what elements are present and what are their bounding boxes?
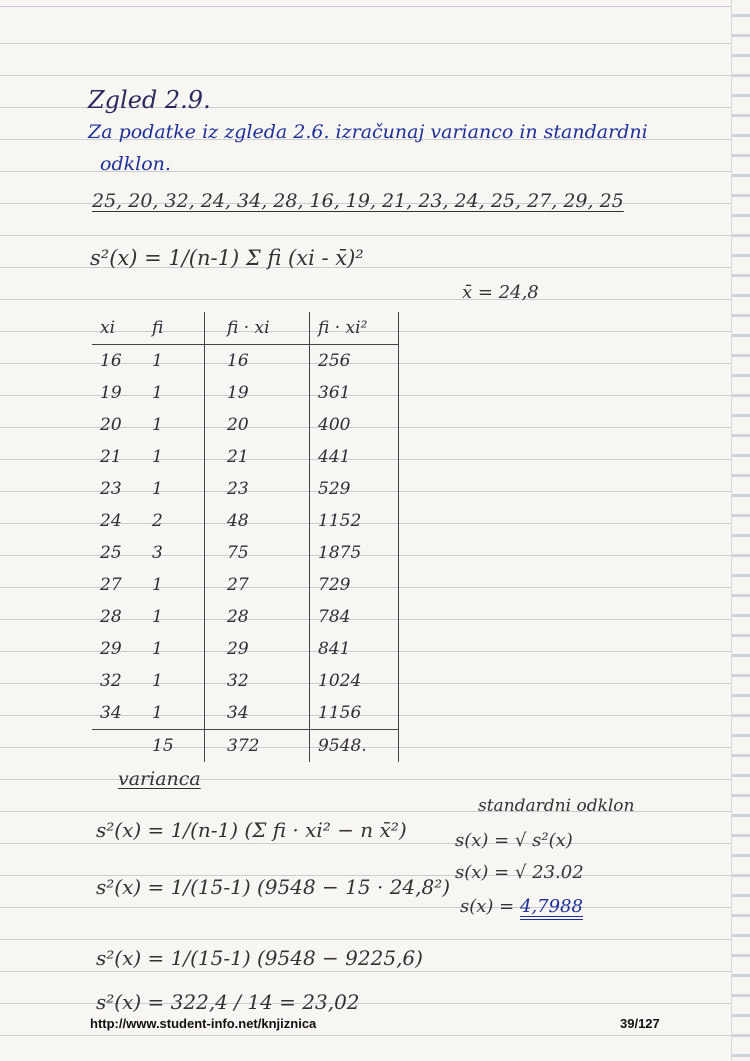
- cell: 27: [100, 575, 122, 595]
- table-row: [92, 601, 399, 633]
- cell: 1: [144, 409, 205, 441]
- cell: 34: [205, 697, 310, 730]
- task-text-line-2: odklon.: [100, 153, 171, 175]
- cell: 25: [100, 543, 122, 563]
- mean-value: x̄ = 24,8: [462, 282, 539, 303]
- cell: 29: [205, 633, 310, 665]
- table-row: [92, 633, 399, 665]
- cell: 729: [310, 569, 399, 601]
- cell: 28: [205, 601, 310, 633]
- table-totals-row: [92, 730, 399, 763]
- cell: 20: [205, 409, 310, 441]
- stddev-heading: standardni odklon: [478, 796, 635, 816]
- cell: 1: [144, 697, 205, 730]
- variance-formula-4: s²(x) = 322,4 / 14 = 23,02: [96, 990, 360, 1014]
- stddev-formula-3: [460, 896, 583, 917]
- variance-formula-1: s²(x) = 1/(n-1) (Σ fi · xi² − n x̄²): [96, 818, 407, 842]
- cell: 529: [310, 473, 399, 505]
- variance-formula-2: s²(x) = 1/(15-1) (9548 − 15 · 24,8²): [96, 875, 451, 899]
- cell: 361: [310, 377, 399, 409]
- cell: 256: [310, 345, 399, 378]
- stddev-prefix: s(x) =: [460, 896, 520, 917]
- data-values: 25, 20, 32, 24, 34, 28, 16, 19, 21, 23, 24, 25, 27, 29, 25: [92, 190, 624, 212]
- header-fi-xi2: fi · xi²: [310, 312, 399, 345]
- table-row: [92, 665, 399, 697]
- table-row: [92, 537, 399, 569]
- cell: 16: [205, 345, 310, 378]
- table-row: [92, 473, 399, 505]
- table-row: [92, 345, 399, 378]
- notebook-spiral: [731, 0, 750, 1061]
- cell: 400: [310, 409, 399, 441]
- table-row: [92, 409, 399, 441]
- stddev-formula-1: s(x) = √ s²(x): [455, 830, 573, 851]
- example-title: Zgled 2.9.: [88, 86, 211, 114]
- header-xi: xi: [92, 312, 144, 345]
- cell: 19: [100, 383, 122, 403]
- cell: 27: [205, 569, 310, 601]
- cell: 32: [205, 665, 310, 697]
- cell: 1152: [310, 505, 399, 537]
- cell: 20: [100, 415, 122, 435]
- cell: 2: [144, 505, 205, 537]
- table-row: [92, 441, 399, 473]
- table-row: [92, 569, 399, 601]
- table-row: [92, 505, 399, 537]
- cell: 1: [144, 665, 205, 697]
- cell: 16: [100, 351, 122, 371]
- cell: 1: [144, 633, 205, 665]
- total-fi-xi: 372: [205, 730, 310, 763]
- cell: 1156: [310, 697, 399, 730]
- cell: 784: [310, 601, 399, 633]
- cell: 34: [100, 703, 122, 723]
- stddev-result: 4,7988: [519, 896, 583, 917]
- cell: 21: [100, 447, 122, 467]
- cell: [92, 730, 144, 763]
- cell: 841: [310, 633, 399, 665]
- header-fi: fi: [144, 312, 205, 345]
- cell: 1: [144, 601, 205, 633]
- cell: 1875: [310, 537, 399, 569]
- page-number: 39/127: [620, 1016, 660, 1031]
- footer-url[interactable]: http://www.student-info.net/knjiznica: [90, 1016, 317, 1031]
- header-fi-xi: fi · xi: [205, 312, 310, 345]
- cell: 28: [100, 607, 122, 627]
- variance-heading: varianca: [118, 768, 201, 790]
- frequency-table: [92, 312, 399, 762]
- table-row: [92, 377, 399, 409]
- cell: 24: [100, 511, 122, 531]
- cell: 29: [100, 639, 122, 659]
- cell: 75: [205, 537, 310, 569]
- cell: 23: [205, 473, 310, 505]
- variance-definition-formula: s²(x) = 1/(n-1) Σ fi (xi - x̄)²: [90, 246, 364, 270]
- cell: 441: [310, 441, 399, 473]
- total-fi: 15: [144, 730, 205, 763]
- cell: 32: [100, 671, 122, 691]
- cell: 1: [144, 473, 205, 505]
- cell: 23: [100, 479, 122, 499]
- cell: 48: [205, 505, 310, 537]
- cell: 3: [144, 537, 205, 569]
- cell: 19: [205, 377, 310, 409]
- cell: 21: [205, 441, 310, 473]
- cell: 1024: [310, 665, 399, 697]
- task-text-line-1: Za podatke iz zgleda 2.6. izračunaj varianco in standardni: [88, 121, 648, 143]
- table-row: [92, 697, 399, 730]
- variance-formula-3: s²(x) = 1/(15-1) (9548 − 9225,6): [96, 946, 423, 970]
- stddev-formula-2: s(x) = √ 23.02: [455, 862, 584, 883]
- cell: 1: [144, 441, 205, 473]
- cell: 1: [144, 377, 205, 409]
- cell: 1: [144, 569, 205, 601]
- cell: 1: [144, 345, 205, 378]
- total-fi-xi2: 9548.: [310, 730, 399, 763]
- table-header-row: [92, 312, 399, 345]
